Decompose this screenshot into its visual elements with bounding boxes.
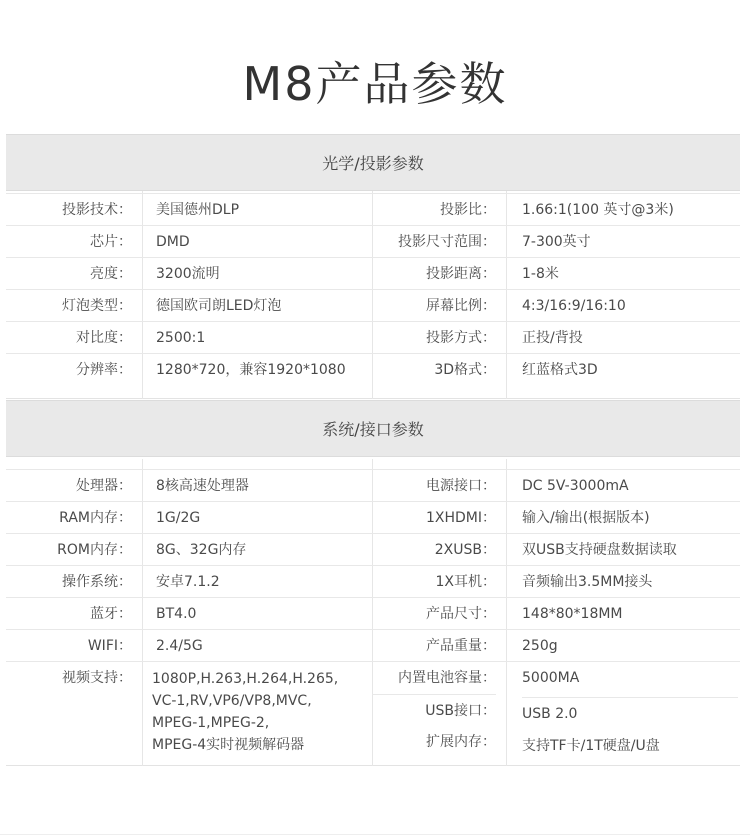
table-row xyxy=(6,193,740,225)
spec-value: 支持TF卡/1T硬盘/U盘 xyxy=(522,738,660,754)
spec-value: 2500:1 xyxy=(156,330,206,346)
table-row xyxy=(6,597,740,629)
spec-label: 亮度： xyxy=(90,266,132,282)
spec-value: 3200流明 xyxy=(156,266,220,282)
spec-label: 灯泡类型： xyxy=(62,298,132,314)
system-spec-grid xyxy=(6,459,740,766)
spec-value: 4:3/16:9/16:10 xyxy=(522,298,626,314)
spec-label: ROM内存： xyxy=(57,542,132,558)
spec-value: 德国欧司朗LED灯泡 xyxy=(156,298,282,314)
table-row xyxy=(6,225,740,257)
spec-value: 双USB支持硬盘数据读取 xyxy=(522,542,677,558)
video-format-line: 1080P,H.263,H.264,H.265, xyxy=(152,671,339,687)
spec-label: 电源接口： xyxy=(426,478,496,494)
spec-label: 蓝牙： xyxy=(90,606,132,622)
spec-label: 投影技术： xyxy=(62,202,132,218)
spec-value: DC 5V-3000mA xyxy=(522,478,629,494)
table-row xyxy=(6,257,740,289)
spec-value: 7-300英寸 xyxy=(522,234,591,250)
spec-value: 1G/2G xyxy=(156,510,201,526)
spec-value: 1.66:1(100 英寸@3米) xyxy=(522,202,674,218)
table-row xyxy=(6,321,740,353)
video-format-line: MPEG-1,MPEG-2, xyxy=(152,715,270,731)
spec-label: 投影尺寸范围： xyxy=(398,234,496,250)
table-row xyxy=(6,353,740,385)
spec-label: 对比度： xyxy=(76,330,132,346)
spec-value: 输入/输出(根据版本) xyxy=(522,510,650,526)
spec-label: 3D格式： xyxy=(434,362,496,378)
table-row xyxy=(6,661,740,766)
spec-value: 250g xyxy=(522,638,558,654)
spec-label: 1XHDMI： xyxy=(425,510,496,526)
table-row xyxy=(6,469,740,501)
video-format-line: VC-1,RV,VP6/VP8,MVC, xyxy=(152,693,312,709)
spec-label: 投影距离： xyxy=(426,266,496,282)
video-format-line: MPEG-4实时视频解码器 xyxy=(152,737,305,753)
table-row xyxy=(6,289,740,321)
spec-value: USB 2.0 xyxy=(522,697,738,729)
spec-label: 投影比： xyxy=(440,202,496,218)
table-row xyxy=(6,629,740,661)
spec-label: USB接口： xyxy=(372,694,496,726)
spec-label: 1X耳机： xyxy=(435,574,496,590)
spec-label: RAM内存： xyxy=(59,510,132,526)
optical-spec-grid xyxy=(6,191,740,399)
table-row xyxy=(6,533,740,565)
spec-label: 芯片： xyxy=(90,234,132,250)
spec-label: 处理器： xyxy=(76,478,132,494)
spec-value: 正投/背投 xyxy=(522,330,583,346)
spec-label: 2XUSB： xyxy=(434,542,496,558)
spec-label: 投影方式： xyxy=(426,330,496,346)
spec-value: 美国德州DLP xyxy=(156,202,240,218)
spec-value: BT4.0 xyxy=(156,606,197,622)
spec-label: 操作系统： xyxy=(62,574,132,590)
spec-label: WIFI： xyxy=(87,638,132,654)
spec-value: 红蓝格式3D xyxy=(522,362,598,378)
spec-value: 1280*720，兼容1920*1080 xyxy=(156,362,346,378)
section-header-optical: 光学/投影参数 xyxy=(6,134,740,191)
spec-value: 安卓7.1.2 xyxy=(156,574,220,590)
spec-value: 148*80*18MM xyxy=(522,606,623,622)
spec-label: 产品尺寸： xyxy=(426,606,496,622)
spec-label: 屏幕比例： xyxy=(426,298,496,314)
spec-label: 分辨率： xyxy=(76,362,132,378)
spec-label: 视频支持： xyxy=(62,670,132,686)
spec-value: 1-8米 xyxy=(522,266,559,282)
video-support-list xyxy=(152,668,368,756)
table-row xyxy=(6,501,740,533)
spec-value: DMD xyxy=(156,234,190,250)
spec-value: 音频输出3.5MM接头 xyxy=(522,574,653,590)
spec-value: 8G、32G内存 xyxy=(156,542,247,558)
page-bottom-divider xyxy=(0,834,750,835)
section-header-system: 系统/接口参数 xyxy=(6,400,740,457)
spec-value: 2.4/5G xyxy=(156,638,203,654)
page-title: M8产品参数 xyxy=(242,57,508,111)
spec-value: 8核高速处理器 xyxy=(156,478,249,494)
spec-label: 产品重量： xyxy=(426,638,496,654)
spec-label: 扩展内存： xyxy=(426,734,496,750)
table-row xyxy=(6,565,740,597)
spec-label: 内置电池容量： xyxy=(398,670,496,686)
spec-value: 5000MA xyxy=(522,670,580,686)
